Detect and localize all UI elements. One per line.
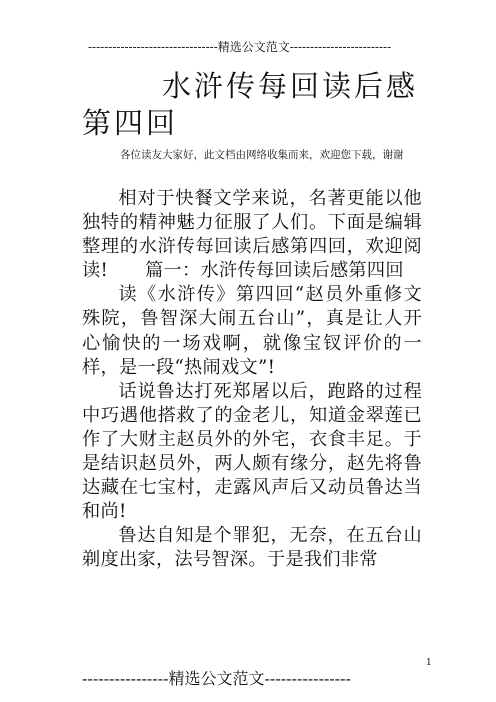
body-text [82,187,422,573]
paragraph: 读《水浒传》第四回“赵员外重修文殊院，鲁智深大闹五台山”，真是让人开心愉快的一场戏啊，就像宝钗评价的一样，是一段“热闹戏文”! [82,284,422,378]
document-title-line-2: 第四回 [82,106,179,140]
welcome-note: 各位读友大家好，此文档由网络收集而来，欢迎您下载，谢谢 [120,149,404,161]
page-number: 1 [426,658,432,668]
page-footer: ----------------精选公文范文---------------- [82,669,352,688]
paragraph: 话说鲁达打死郑屠以后，跑路的过程中巧遇他搭救了的金老儿，知道金翠莲已作了大财主赵员外的外宅，衣食丰足。于是结识赵员外，两人颇有缘分，赵先将鲁达藏在七宝村，走露风声后又动员鲁达当和尚! [82,380,422,523]
paragraph: 鲁达自知是个罪犯，无奈，在五台山剃度出家，法号智深。于是我们非常 [82,525,422,571]
page-header: --------------------------------精选公文范文------------------------- [88,40,392,54]
document-title-line-1: 水浒传每回读后感 [162,69,419,103]
paragraph: 相对于快餐文学来说，名著更能以他独特的精神魅力征服了人们。下面是编辑整理的水浒传每回读后感第四回，欢迎阅读! 篇一：水浒传每回读后感第四回 [82,188,422,282]
